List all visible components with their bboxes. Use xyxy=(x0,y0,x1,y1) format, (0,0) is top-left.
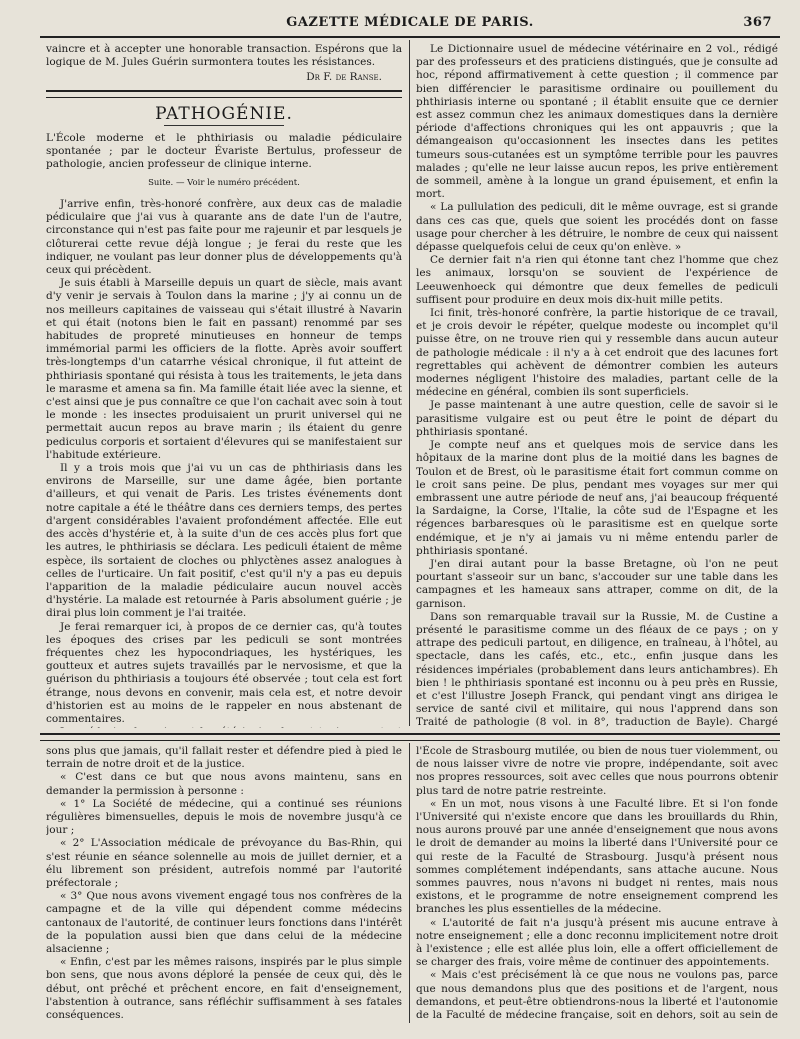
section-rule xyxy=(46,90,402,98)
paragraph: sons plus que jamais, qu'il fallait rester et défendre pied à pied le terrain de notre droit et de la justice. xyxy=(46,745,402,771)
journal-title: GAZETTE MÉDICALE DE PARIS. xyxy=(286,15,534,30)
paragraph: Ce dernier fait n'a rien qui étonne tant chez l'homme que chez les animaux, lorsqu'on se souvient de l'expérience de Leeuwenhoeck qui démontre que deux femelles de pediculi suffisent pour produire en deux mois dix-huit mille petits. xyxy=(416,254,778,306)
paragraph: « 3° Que nous avons vivement engagé tous nos confrères de la campagne et de la ville qui dépendent comme médecins cantonaux de l'autorité, de continuer leurs fonctions dans l'intérêt de la population aussi bien que dans celui de la médecine alsacienne ; xyxy=(46,890,402,956)
article-heading: L'École moderne et le phthiriasis ou maladie pédiculaire spontanée ; par le docteur Évariste Bertulus, professeur de pathologie, ancien professeur de clinique interne. xyxy=(46,131,402,170)
paragraph: « 2° L'Association médicale de prévoyance du Bas-Rhin, qui s'est réunie en séance solennelle au mois de juillet dernier, et a élu librement son président, autrefois nommé par l'autorité préfectorale ; xyxy=(46,837,402,890)
paragraph: « Enfin, c'est par les mêmes raisons, inspirés par le plus simple bon sens, que nous avons déploré la pensée de ceux qui, dès le début, ont prêché et prêchent encore, en fait d'enseignement, l'abstention à outrance, sans réfléchir suffisamment à ses fatales conséquences. xyxy=(46,956,402,1020)
paragraph: Le Dictionnaire usuel de médecine vétérinaire en 2 vol., rédigé par des professeurs et des praticiens distingués, que je consulte ad hoc, répond affirmativement à cette question ; il commence par bien différencier le parasitisme ordinaire ou pouillement du phthiriasis interne ou spontané ; il établit ensuite que ce dernier est assez commun chez les animaux domestiques dans la dernière période d'affections chroniques qui les ont appauvris ; que la démangeaison qu'occasionnent les insectes dans les petites tumeurs sous-cutanées est un symptôme terrible pour les pauvres malades ; qu'elle ne leur laisse aucun repos, les prive entièrement de sommeil, amène à la longue un grand épuisement, et enfin la mort. xyxy=(416,43,778,201)
column-left-top xyxy=(46,43,402,728)
paragraph: « La pullulation des pediculi, dit le même ouvrage, est si grande dans ces cas que, quels que soient les procédés dont on fasse usage pour chercher à les détruire, le nombre de ceux qui naissent dépasse quelquefois celui de ceux qu'on enlève. » xyxy=(416,201,778,254)
paragraph: J'en dirai autant pour la basse Bretagne, où l'on ne peut pourtant s'asseoir sur un banc, s'accouder sur une table dans les campagnes et les hameaux sans attraper, comme on dit, de la garnison. xyxy=(416,557,778,610)
page-number: 367 xyxy=(743,15,772,30)
paragraph: Je passe maintenant à une autre question, celle de savoir si le parasitisme vulgaire est ou peut être le point de départ du phthiriasis spontané. xyxy=(416,399,778,438)
paragraph: « C'est dans ce but que nous avons maintenu, sans en demander la permission à personne : xyxy=(46,771,402,797)
paragraph: Je suis établi à Marseille depuis un quart de siècle, mais avant d'y venir je servais à Toulon dans la marine ; j'y ai connu un de nos meilleurs capitaines de vaisseau qui s'était illustré à Navarin et qui était (notons bien le fait en passant) renommé par ses habitudes de propreté minutieuses en honneur de temps immémorial parmi les officiers de la flotte. Après avoir souffert très-longtemps d'un catarrhe vésical chronique, il fut atteint de phthiriasis spontané qui résista à tous les traitements, le jeta dans le marasme et amena sa fin. Ma famille était liée avec la sienne, et c'est ainsi que je pus connaître ce que l'on cachait avec soin à tout le monde : les insectes produisaient un prurit universel qui ne permettait aucun repos au brave marin ; ils étaient du genre pediculus corporis et sortaient d'élevures qui se manifestaient sur l'habitude extérieure. xyxy=(46,277,402,461)
paragraph: Il y a trois mois que j'ai vu un cas de phthiriasis dans les environs de Marseille, sur une dame âgée, bien portante d'ailleurs, et qui venait de Paris. Les tristes événements dont notre capitale a été le théâtre dans ces derniers temps, des pertes d'argent considérables l'avaient profondément affectée. Elle eut des accès d'hystérie et, à la suite d'un de ces accès plus fort que les autres, le phthiriasis se déclara. Les pediculi étaient de même espèce, ils sortaient de cloches ou phlyctènes assez analogues à celles de l'urticaire. Un fait positif, c'est qu'il n'y a pas eu depuis l'apparition de la maladie pédiculaire aucun nouvel accès d'hystérie. La malade est retournée à Paris absolument guérie ; je dirai plus loin comment je l'ai traitée. xyxy=(46,462,402,620)
paragraph: « L'autorité de fait n'a jusqu'à présent mis aucune entrave à notre enseignement ; elle a donc reconnu implicitement notre droit à l'existence ; elle est allée plus loin, elle a offert officiellement de se charger des frais, voire même de continuer des appointements. xyxy=(416,916,778,969)
paragraph: J'arrive enfin, très-honoré confrère, aux deux cas de maladie pédiculaire que j'ai vus à quarante ans de date l'un de l'autre, circonstance qui n'est pas faite pour me rajeunir et par lesquels je clôturerai cette revue déjà longue ; je ferai du reste que les indiquer, ne voulant pas leur donner plus de développements qu'à ceux qui précèdent. xyxy=(46,198,402,277)
column-divider-top xyxy=(409,40,410,726)
column-divider-bottom xyxy=(409,743,410,1023)
paragraph: « 1° La Société de médecine, qui a continué ses réunions régulières bimensuelles, depuis le mois de novembre jusqu'à ce jour ; xyxy=(46,797,402,837)
title-rule xyxy=(164,125,284,126)
paragraph xyxy=(46,726,402,728)
horizontal-divider xyxy=(40,733,780,741)
column-right-top xyxy=(416,43,778,728)
paragraph: Je ferai remarquer ici, à propos de ce dernier cas, qu'à toutes les époques des crises par les pediculi se sont montrées fréquentes chez les hypocondriaques, les hystériques, les goutteux et autres sujets travaillés par le nervosisme, et que la guérison du phthiriasis a toujours été observée ; tout cela est fort étrange, nous devons en convenir, mais cela est, et notre devoir d'historien est au moins de le rappeler en nous abstenant de commentaires. xyxy=(46,620,402,725)
section-title: PATHOGÉNIE. xyxy=(155,103,293,124)
paragraph: Je compte neuf ans et quelques mois de service dans les hôpitaux de la marine dont plus de la moitié dans les bagnes de Toulon et de Brest, où le parasitisme était fort commun comme on le croit sans peine. De plus, pendant mes voyages sur mer qui embrassent une autre période de neuf ans, j'ai beaucoup fréquenté la Sardaigne, la Corse, l'Italie, la côte sud de l'Espagne et les régences barbaresques où le parasitisme est en quelque sorte endémique, et je n'y ai jamais vu ni même entendu parler de phthiriasis spontané. xyxy=(416,439,778,557)
author-signature: Dr F. de Ranse. xyxy=(306,71,382,84)
paragraph: « Mais c'est précisément là ce que nous ne voulons pas, parce que nous demandons plus que des positions et de l'argent, nous demandons, et peut-être obtiendrons-nous la liberté et l'autonomie de la Faculté de médecine française, soit en dehors, soit au sein de xyxy=(416,969,778,1020)
column-right-bottom xyxy=(416,745,778,1020)
paragraph: Dans son remarquable travail sur la Russie, M. de Custine a présenté le parasitisme comme un des fléaux de ce pays ; on y attrape des pediculi partout, en diligence, en traîneau, à l'hôtel, au spectacle, dans les cafés, etc., etc., enfin jusque dans les résidences impériales (probablement dans leurs antichambres). Eh bien ! le phthiriasis spontané est inconnu ou à peu près en Russie, et c'est l'illustre Joseph Franck, qui pendant vingt ans dirigea le service de santé civil et militaire, qui nous l'apprend dans son Traité de pathologie (8 vol. in 8°, traduction de Bayle). Chargé xyxy=(416,610,778,728)
page-header xyxy=(40,10,780,38)
article-continuation-text: vaincre et à accepter une honorable transaction. Espérons que la logique de M. Jules Guérin surmontera toutes les résistances. xyxy=(46,43,402,69)
continuation-note: Suite. — Voir le numéro précédent. xyxy=(148,177,300,188)
paragraph: Ici finit, très-honoré confrère, la partie historique de ce travail, et je crois devoir le répéter, quelque modeste ou incomplet qu'il puisse être, on ne trouve rien qui y ressemble dans aucun auteur de pathologie médicale : il n'y a à cet endroit que des lacunes fort regrettables qui achèvent de démontrer combien les auteurs modernes négligent l'histoire des maladies, partant celle de la médecine en général, combien ils sont superficiels. xyxy=(416,307,778,399)
paragraph: « En un mot, nous visons à une Faculté libre. Et si l'on fonde l'Université qui n'existe encore que dans les brouillards du Rhin, nous aurons prouvé par une année d'enseignement que nous avons le droit de demander au moins la liberté dans l'Université pour ce qui reste de la Faculté de Strasbourg. Jusqu'à présent nous sommes complétement indépendants, sans attache aucune. Nous sommes pauvres, nous n'avons ni budget ni rentes, mais nous existons, et le programme de notre enseignement comprend les branches les plus essentielles de la médecine. xyxy=(416,797,778,916)
column-left-bottom xyxy=(46,745,402,1020)
paragraph: l'École de Strasbourg mutilée, ou bien de nous tuer violemment, ou de nous laisser vivre de notre vie propre, indépendante, soit avec nos propres ressources, soit avec celles que nous pourrons obtenir plus tard de notre patrie restreinte. xyxy=(416,745,778,797)
